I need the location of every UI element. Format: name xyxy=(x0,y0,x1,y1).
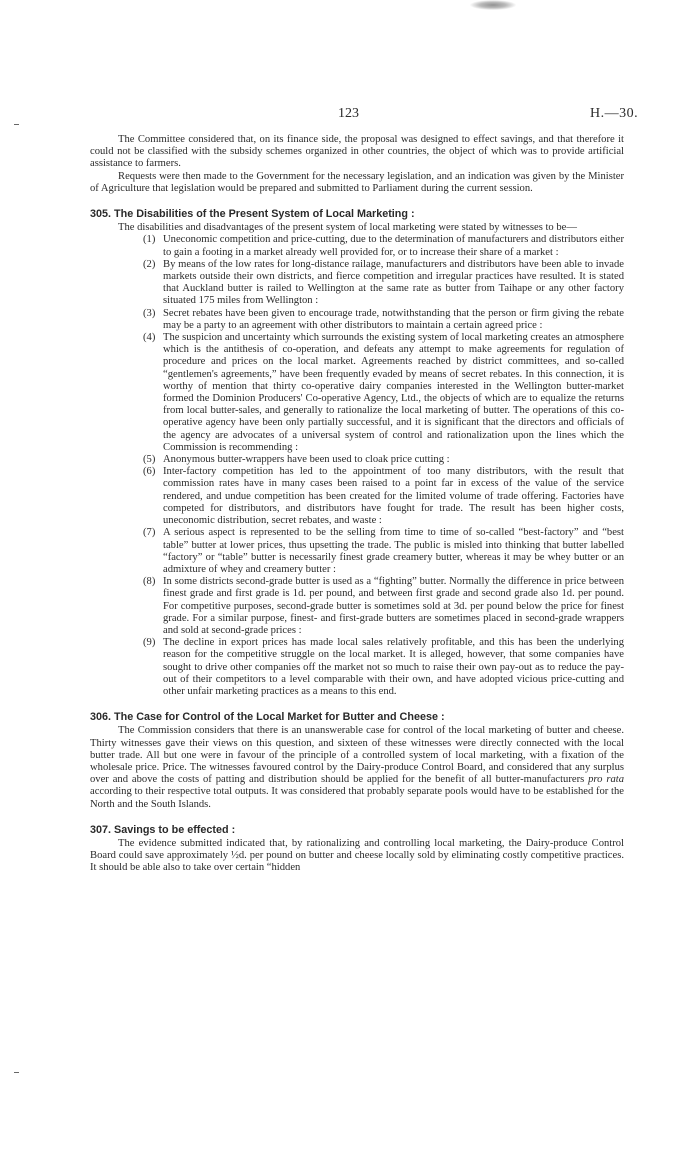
paragraph: The Committee considered that, on its finance side, the proposal was designed to effect savings, and that therefore it could not be classified with the subsidy schemes organized in other countries, the object of which was to provide artificial assistance to farmers. xyxy=(90,134,624,170)
item-text: The suspicion and uncertainty which surrounds the existing system of local marketing creates an atmosphere which is the antithesis of co-operation, and defeats any attempt to make agreements for regulation of procedure and prices on the local market. Agreements reached by district committees, and so-called “gentlemen's agreements,” have been frequently evaded by means of secret rebates. In this connection, it is worthy of mention that thirty co-operative dairy companies interested in the Wellington butter-market formed the Dominion Producers' Co-operative Agency, Ltd., the objects of which are to equalize the returns from local butter-sales, and generally to rationalize the local marketing of butter. The operations of this co-operative agency have been only partially successful, and it is significant that the directors and officials of the agency are advocates of a universal system of control and rationalization upon the lines which the Commission is recommending : xyxy=(163,332,624,453)
item-number: (9) xyxy=(143,637,156,649)
italic-phrase: pro rata xyxy=(588,774,624,786)
item-number: (6) xyxy=(143,466,156,478)
list-item xyxy=(90,454,624,466)
disabilities-list xyxy=(90,234,624,698)
section-305-heading: 305. The Disabilities of the Present System of Local Marketing : xyxy=(90,208,415,221)
section-307-paragraph: The evidence submitted indicated that, by rationalizing and controlling local marketing, the Dairy-produce Control Board could save approximately ½d. per pound on butter and cheese locally sold by eliminating costly competitive practices. It should be able also to take over certain “hidden xyxy=(90,837,624,874)
item-text: By means of the low rates for long-distance railage, manufacturers and distributors have been able to invade markets outside their own districts, and fierce competition and irregular practices have resulted. It is stated that Auckland butter is railed to Wellington at the same rate as butter from Taihape or any other factory situated 175 miles from Wellington : xyxy=(163,258,624,307)
document-code: H.—30. xyxy=(590,106,639,121)
ink-smudge xyxy=(470,0,516,10)
section-307-heading: 307. Savings to be effected : xyxy=(90,823,236,836)
margin-mark xyxy=(14,1072,19,1073)
text-run: The Commission considers that there is an unanswerable case for control of the local marketing of butter and cheese. Thirty witnesses gave their views on this question, and sixteen of these witnesses were directly connected with the local butter trade. All but one were in favour of the principle of a controlled system of local marketing, with a fixation of the wholesale price. Price. The witnesses favoured control by the Dairy-produce Control Board, and considered that any surplus over and above the costs of patting and distribution should be applied for the benefit of all butter-manufacturers xyxy=(90,725,624,786)
paragraph: Requests were then made to the Government for the necessary legislation, and an indication was given by the Minister of Agriculture that legislation would be prepared and submitted to Parliament during the current session. xyxy=(90,170,624,194)
document-body xyxy=(90,134,624,875)
item-number: (5) xyxy=(143,454,156,466)
list-item xyxy=(90,576,624,637)
list-item xyxy=(90,332,624,454)
item-number: (2) xyxy=(143,258,156,270)
page-header xyxy=(0,106,700,126)
item-number: (7) xyxy=(143,527,156,539)
item-number: (4) xyxy=(143,332,156,344)
item-text: Secret rebates have been given to encourage trade, notwithstanding that the person or firm giving the rebate may be a party to an agreement with other distributors to maintain a certain agreed price : xyxy=(163,307,624,331)
item-number: (8) xyxy=(143,576,156,588)
item-text: Inter-factory competition has led to the appointment of too many distributors, with the result that commission rates have in many cases been raised to a point far in excess of the value of the service rendered, and undue competition has been created for the limited volume of trade offering. Factories have competed for distributors, and distributors have fought for trade. The result has been higher costs, uneconomic distribution, secret rebates, and waste : xyxy=(163,466,624,527)
item-text: Uneconomic competition and price-cutting, due to the determination of manufacturers and distributors either to gain a footing in a market already well provided for, or to increase their share of a market : xyxy=(163,234,624,258)
item-text: A serious aspect is represented to be the selling from time to time of so-called “best-factory” and “best table” butter at lower prices, thus upsetting the trade. The public is misled into thinking that butter labelled “factory” or “table” butter is necessarily finest grade creamery butter, whereas it may be whey butter or an admixture of whey and creamery butter : xyxy=(163,527,624,575)
list-item xyxy=(90,466,624,527)
list-item xyxy=(90,308,624,332)
list-item xyxy=(90,527,624,576)
section-306-heading: 306. The Case for Control of the Local Market for Butter and Cheese : xyxy=(90,711,445,724)
item-text: The decline in export prices has made local sales relatively profitable, and this has been the underlying reason for the competitive struggle on the local market. It is alleged, however, that some companies have sought to drive other companies off the market not so much to raise their own pay-out as to reduce the pay-out of their competitors to a level comparable with their own, and have adopted vicious price-cutting and other unfair marketing practices as a means to this end. xyxy=(163,637,624,697)
item-number: (3) xyxy=(143,307,156,319)
text-run: according to their respective total outputs. It was considered that probably separate pools would have to be established for the North and the South Islands. xyxy=(90,786,624,810)
item-number: (1) xyxy=(143,234,156,246)
list-item xyxy=(90,259,624,308)
page-number: 123 xyxy=(338,106,359,121)
section-305-lead-in: The disabilities and disadvantages of the present system of local marketing were stated by witnesses to be— xyxy=(118,222,577,234)
item-text: In some districts second-grade butter is used as a “fighting” butter. Normally the difference in price between finest grade and first grade is 1d. per pound, and between first grade and second grade also 1d. per pound. For competitive purposes, second-grade butter is sometimes sold at 3d. per pound below the price for finest grade. For a similar purpose, finest- and first-grade butters are sometimes placed in second-grade wrappers and sold at second-grade prices : xyxy=(163,576,624,636)
item-text: Anonymous butter-wrappers have been used to cloak price cutting : xyxy=(163,454,450,466)
list-item xyxy=(90,637,624,698)
list-item xyxy=(90,234,624,258)
section-306-paragraph xyxy=(90,725,624,810)
